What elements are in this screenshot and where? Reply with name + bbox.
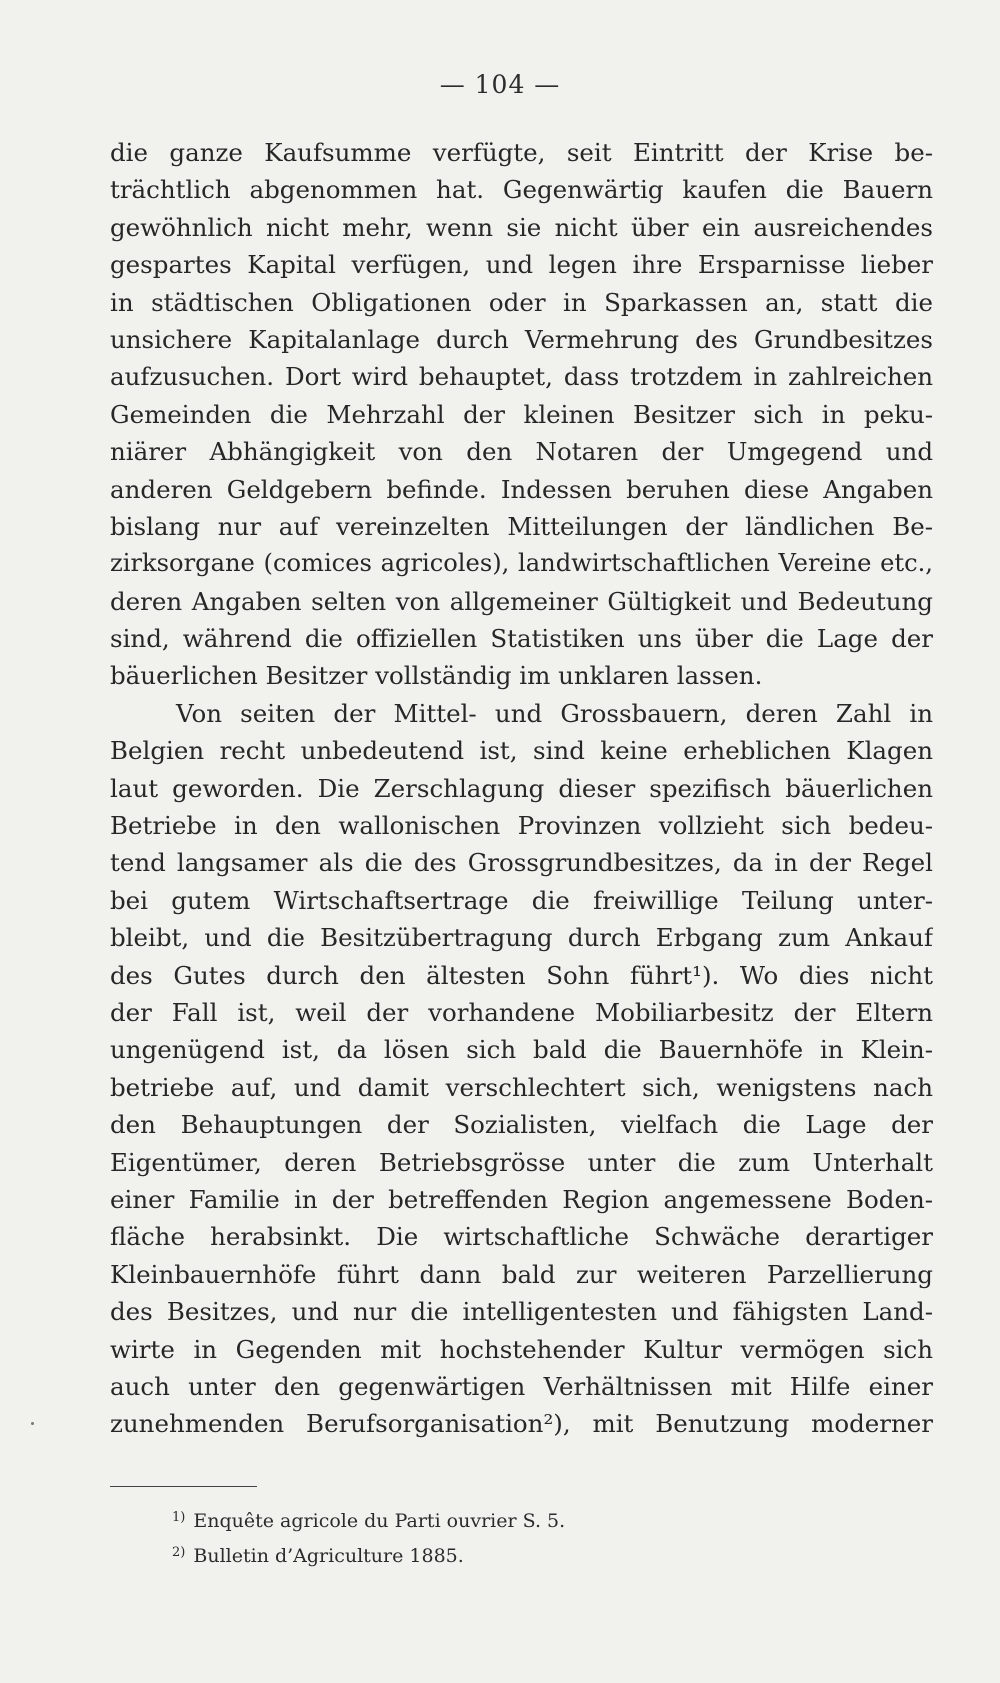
text-line: bei gutem Wirtschaftsertrage die freiwillige Teilung unter- <box>110 885 933 915</box>
text-line: fläche herabsinkt. Die wirtschaftliche Schwäche derartiger <box>110 1222 933 1252</box>
text-line: gespartes Kapital verfügen, und legen ihre Ersparnisse lieber <box>110 250 933 280</box>
text-line: der Fall ist, weil der vorhandene Mobiliarbesitz der Eltern <box>110 997 933 1027</box>
text-line: gewöhnlich nicht mehr, wenn sie nicht über ein ausreichendes <box>110 212 933 242</box>
footnote-text: Bulletin d’Agriculture 1885. <box>193 1545 464 1567</box>
text-line: aufzusuchen. Dort wird behauptet, dass trotzdem in zahlreichen <box>110 362 933 392</box>
text-line: zirksorgane (comices agricoles), landwirtschaftlichen Vereine etc., <box>110 549 933 578</box>
text-line: tend langsamer als die des Grossgrundbesitzes, da in der Regel <box>110 848 933 878</box>
text-line: zunehmenden Berufsorganisation²), mit Benutzung moderner <box>110 1409 933 1439</box>
text-line: Gemeinden die Mehrzahl der kleinen Besitzer sich in peku- <box>110 399 933 429</box>
footnote-text: Enquête agricole du Parti ouvrier S. 5. <box>193 1510 566 1532</box>
text-line: niärer Abhängigkeit von den Notaren der Umgegend und <box>110 437 933 467</box>
text-line: einer Familie in der betreffenden Region angemessene Boden- <box>110 1184 933 1214</box>
text-line: betriebe auf, und damit verschlechtert sich, wenigstens nach <box>110 1072 933 1102</box>
text-line: des Besitzes, und nur die intelligentesten und fähigsten Land- <box>110 1297 933 1327</box>
text-line: die ganze Kaufsumme verfügte, seit Eintritt der Krise be- <box>110 138 933 167</box>
text-line: trächtlich abgenommen hat. Gegenwärtig kaufen die Bauern <box>110 175 933 205</box>
text-line: Von seiten der Mittel- und Grossbauern, deren Zahl in <box>176 698 933 728</box>
text-line: Kleinbauernhöfe führt dann bald zur weiteren Parzellierung <box>110 1259 933 1289</box>
text-line: auch unter den gegenwärtigen Verhältnissen mit Hilfe einer <box>110 1371 933 1401</box>
text-line: bleibt, und die Besitzübertragung durch Erbgang zum Ankauf <box>110 923 933 953</box>
footnote-2 <box>172 1537 872 1572</box>
text-line: des Gutes durch den ältesten Sohn führt¹). Wo dies nicht <box>110 960 933 990</box>
text-line: in städtischen Obligationen oder in Sparkassen an, statt die <box>110 287 933 317</box>
text-line: bäuerlichen Besitzer vollständig im unklaren lassen. <box>110 661 763 691</box>
footnote-divider <box>110 1486 257 1487</box>
text-line: ungenügend ist, da lösen sich bald die Bauernhöfe in Klein- <box>110 1035 933 1065</box>
text-line: bislang nur auf vereinzelten Mitteilungen der ländlichen Be- <box>110 511 933 541</box>
text-line: wirte in Gegenden mit hochstehender Kultur vermögen sich <box>110 1334 933 1364</box>
footnotes <box>172 1502 872 1572</box>
text-line: unsichere Kapitalanlage durch Vermehrung des Grundbesitzes <box>110 324 933 354</box>
text-line: deren Angaben selten von allgemeiner Gültigkeit und Bedeutung <box>110 586 933 616</box>
text-line: Eigentümer, deren Betriebsgrösse unter die zum Unterhalt <box>110 1147 933 1177</box>
footnote-marker: 1) <box>172 1510 186 1525</box>
page-number: — 104 — <box>439 70 561 99</box>
text-line: Betriebe in den wallonischen Provinzen vollzieht sich bedeu- <box>110 811 933 841</box>
footnote-1 <box>172 1502 872 1537</box>
footnote-marker: 2) <box>172 1545 186 1560</box>
text-line: sind, während die offiziellen Statistiken uns über die Lage der <box>110 624 933 654</box>
text-line: laut geworden. Die Zerschlagung dieser spezifisch bäuerlichen <box>110 773 933 803</box>
text-line: anderen Geldgebern befinde. Indessen beruhen diese Angaben <box>110 474 933 504</box>
body-text <box>110 134 933 1443</box>
text-line: den Behauptungen der Sozialisten, vielfach die Lage der <box>110 1110 933 1140</box>
text-line: Belgien recht unbedeutend ist, sind keine erheblichen Klagen <box>110 736 933 766</box>
paper-speck <box>31 1422 34 1425</box>
